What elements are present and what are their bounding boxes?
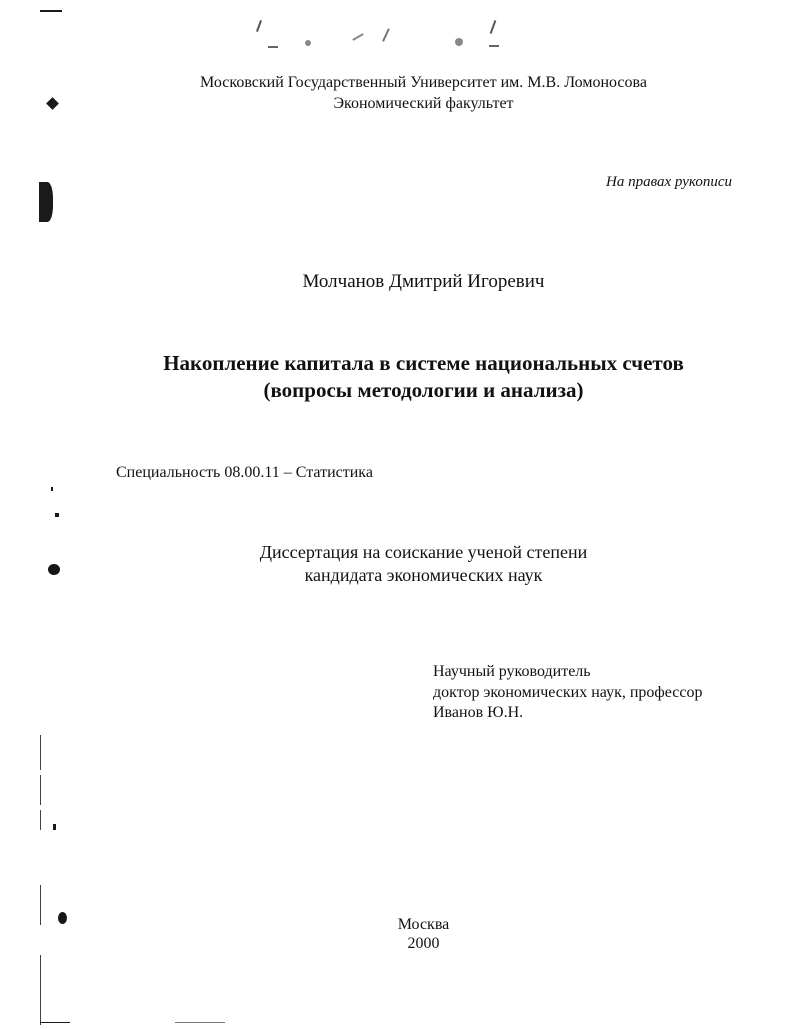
scan-mark — [305, 40, 311, 46]
scan-line — [40, 775, 41, 805]
year: 2000 — [407, 935, 440, 952]
scan-mark — [40, 10, 62, 12]
dissertation-line2: кандидата экономических наук — [304, 565, 543, 585]
specialty: Специальность 08.00.11 – Статистика — [116, 464, 373, 481]
scan-mark — [39, 182, 53, 222]
scan-mark — [382, 28, 390, 42]
scan-line — [40, 810, 41, 830]
scan-mark — [352, 33, 363, 41]
scan-mark — [40, 1022, 70, 1023]
advisor-name: Иванов Ю.Н. — [433, 704, 524, 721]
advisor-label: Научный руководитель — [433, 663, 591, 680]
city: Москва — [397, 916, 450, 933]
thesis-title-line1: Накопление капитала в системе национальных счетов — [163, 351, 684, 375]
thesis-title-line2: (вопросы методологии и анализа) — [263, 378, 584, 402]
scan-line — [40, 955, 41, 1025]
scan-mark — [455, 38, 463, 46]
scan-mark — [55, 513, 59, 517]
manuscript-rights-note: На правах рукописи — [606, 174, 732, 190]
scan-mark — [489, 45, 499, 47]
scan-mark — [256, 20, 262, 32]
scan-mark — [490, 20, 497, 34]
scan-mark — [51, 487, 53, 491]
scan-mark — [175, 1022, 225, 1023]
advisor-degree: доктор экономических наук, профессор — [433, 684, 703, 701]
scan-mark — [53, 824, 56, 830]
scan-line — [40, 735, 41, 770]
faculty-name: Экономический факультет — [333, 95, 514, 112]
university-name: Московский Государственный Университет им. М.В. Ломоносова — [200, 74, 647, 91]
author-name: Молчанов Дмитрий Игоревич — [302, 271, 545, 292]
scan-mark — [268, 46, 278, 48]
dissertation-line1: Диссертация на соискание ученой степени — [259, 542, 588, 562]
